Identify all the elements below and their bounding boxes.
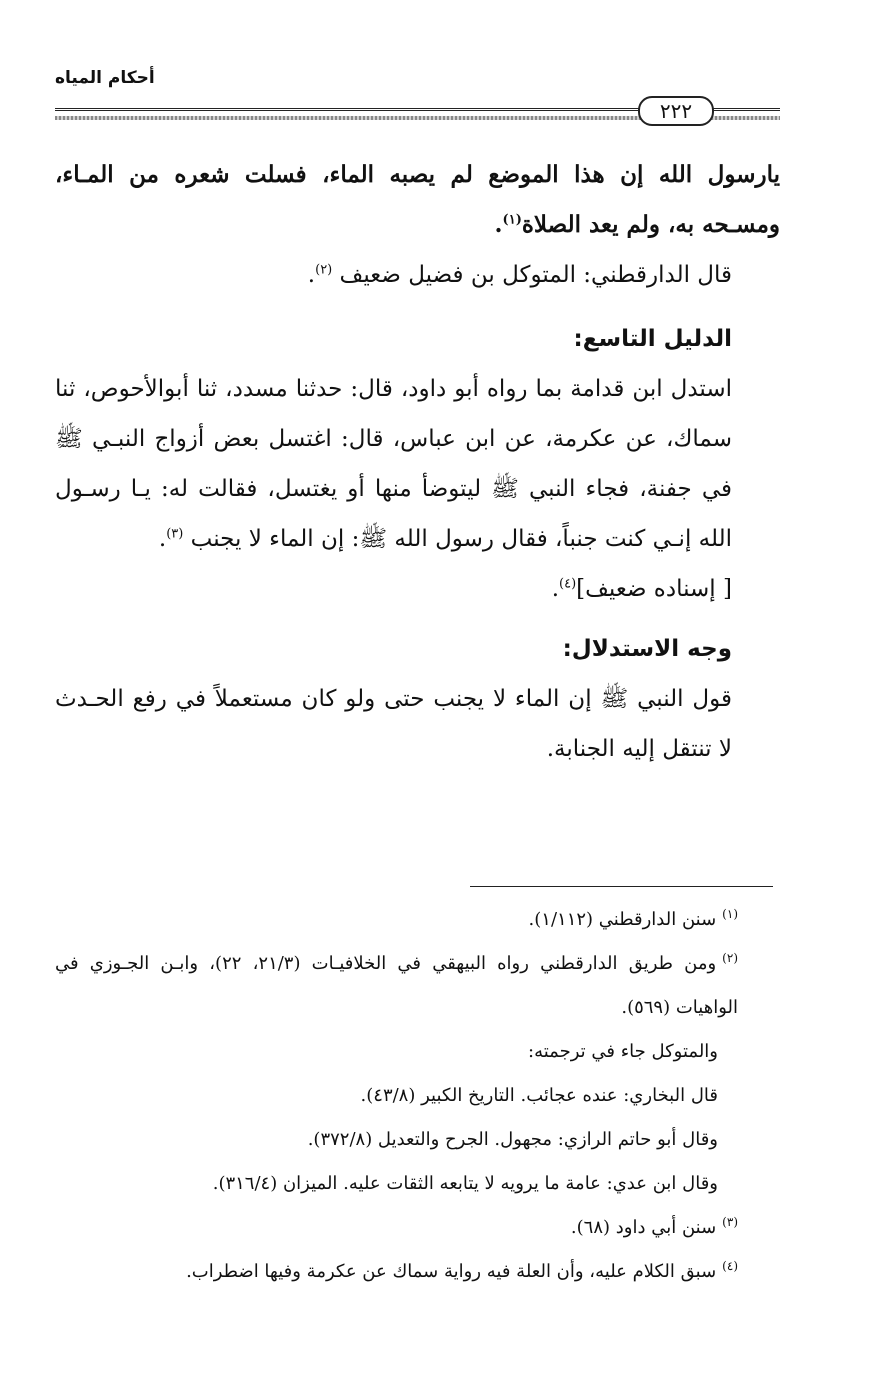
footnote-number: (١) — [722, 907, 738, 921]
paragraph-inference: قول النبي ﷺ إن الماء لا يجنب حتى ولو كان مستعملاً في رفع الحـدث لا تنتقل إليه الجنابة. — [55, 686, 732, 762]
footnote-2 — [55, 942, 780, 1030]
punctuation: . — [551, 576, 559, 602]
paragraph-isnad — [55, 564, 780, 614]
footnote-text: سبق الكلام عليه، وأن العلة فيه رواية سماك عن عكرمة وفيها اضطراب. — [186, 1261, 717, 1282]
paragraph-hadith-end — [55, 150, 780, 250]
footnote-text: سنن الدارقطني (١/١١٢). — [528, 909, 717, 930]
paragraph-text: قال الدارقطني: المتوكل بن فضيل ضعيف — [332, 262, 732, 288]
footnote-2-line: وقال ابن عدي: عامة ما يرويه لا يتابعه الثقات عليه. الميزان (٣١٦/٤). — [212, 1173, 718, 1194]
page-header — [55, 62, 780, 122]
page-number: ٢٢٢ — [638, 96, 714, 126]
paragraph-text: يارسول الله إن هذا الموضع لم يصبه الماء، فسلت شعره من المـاء، ومسـحه به، ولم يعد الصلاة — [55, 161, 780, 238]
footnote-text: سنن أبي داود (٦٨). — [570, 1217, 717, 1238]
section-heading: وجه الاستدلال: — [562, 636, 732, 662]
footnote-ref: (٣) — [166, 526, 184, 542]
punctuation: . — [307, 262, 316, 288]
footnote-2-line: قال البخاري: عنده عجائب. التاريخ الكبير (٤٣/٨). — [360, 1085, 718, 1106]
punctuation: . — [494, 211, 503, 238]
running-title: أحكام المياه — [55, 68, 155, 88]
footnote-separator — [470, 886, 773, 887]
paragraph-daraqutni — [55, 250, 780, 300]
footnotes — [55, 898, 780, 1294]
footnote-2-line: والمتوكل جاء في ترجمته: — [528, 1041, 718, 1062]
section-heading: الدليل التاسع: — [573, 326, 732, 352]
footnote-ref: (٢) — [315, 262, 333, 278]
footnote-1 — [55, 898, 780, 942]
footnote-number: (٤) — [722, 1259, 738, 1273]
footnote-2-line: وقال أبو حاتم الرازي: مجهول. الجرح والتعديل (٣٧٢/٨). — [307, 1129, 718, 1150]
footnote-4 — [55, 1250, 780, 1294]
paragraph-evidence — [55, 364, 780, 564]
footnote-3 — [55, 1206, 780, 1250]
paragraph-text: استدل ابن قدامة بما رواه أبو داود، قال: حدثنا مسدد، ثنا أبوالأحوص، ثنا سماك، عن عكرمة، عن ابن عباس، قال: اغتسل بعض أزواج النبـي ﷺ في جفنة، فجاء النبي ﷺ ليتوضأ منها أو يغتسل، فقالت له: يـا رسـول الله إنـي كنت جنباً، فقال رسول الله ﷺ: إن الماء لا يجنب — [55, 376, 732, 552]
footnote-ref: (١) — [502, 212, 522, 228]
punctuation: . — [158, 526, 167, 552]
footnote-text: ومن طريق الدارقطني رواه البيهقي في الخلافيـات (٢١/٣، ٢٢)، وابـن الجـوزي في الواهيات (٥٦٩). — [55, 953, 738, 1018]
main-text — [55, 150, 780, 774]
footnote-number: (٣) — [722, 1215, 738, 1229]
footnote-number: (٢) — [722, 951, 738, 965]
footnote-ref: (٤) — [559, 576, 577, 592]
paragraph-text: [ إسناده ضعيف] — [576, 576, 732, 602]
